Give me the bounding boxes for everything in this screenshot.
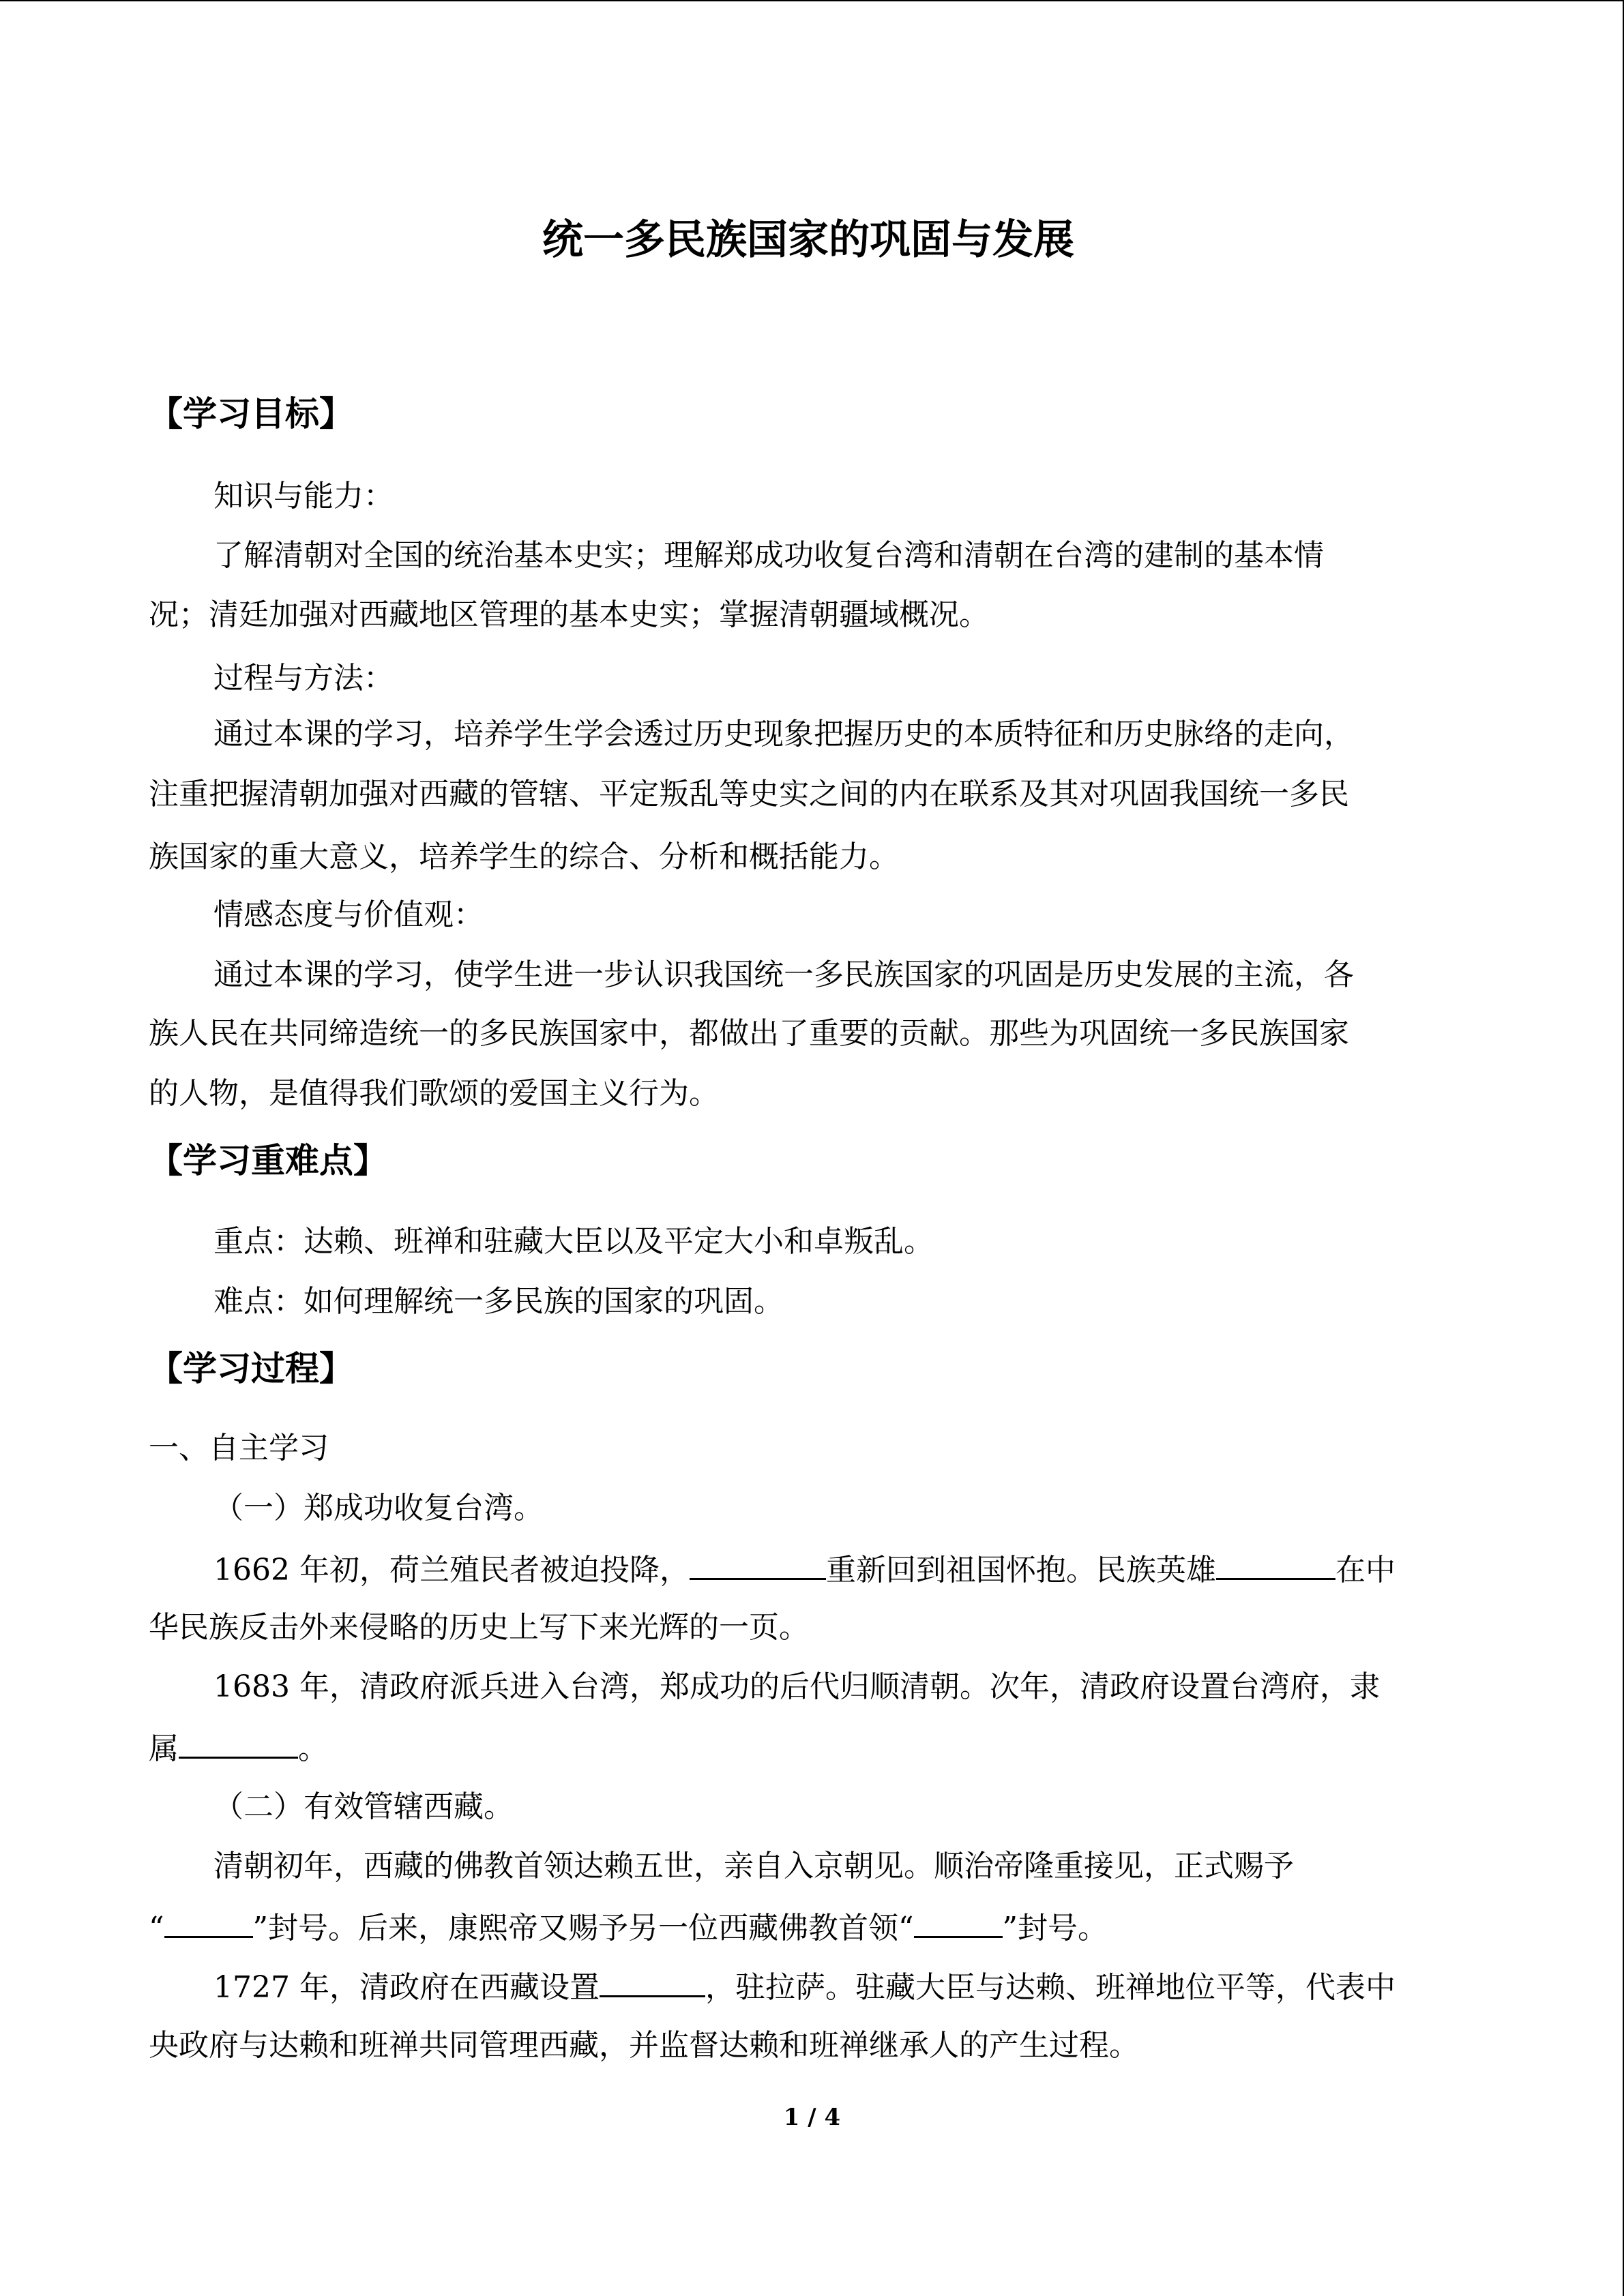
text-segment: 1727 年，清政府在西藏设置 [213, 1970, 600, 2005]
text-segment: 重新回到祖国怀抱。民族英雄 [825, 1553, 1216, 1587]
method-heading: 过程与方法： [213, 661, 394, 696]
part-heading: 一、自主学习 [149, 1431, 329, 1465]
section-heading-key-points: 【学习重难点】 [149, 1141, 387, 1180]
fill-blank [914, 1906, 1003, 1938]
fill-in-paragraph [213, 1548, 1396, 1591]
fill-in-paragraph [149, 1906, 1108, 1949]
fill-blank [164, 1906, 253, 1938]
fill-blank [1216, 1548, 1335, 1580]
knowledge-heading: 知识与能力： [213, 479, 394, 513]
paragraph-line: 了解清朝对全国的统治基本史实；理解郑成功收复台湾和清朝在台湾的建制的基本情 [213, 538, 1324, 573]
paragraph-line: 通过本课的学习，使学生进一步认识我国统一多民族国家的巩固是历史发展的主流，各 [213, 957, 1354, 992]
fill-in-paragraph [213, 1965, 1396, 2008]
paragraph-line: 华民族反击外来侵略的历史上写下来光辉的一页。 [149, 1610, 809, 1645]
text-segment: 。 [298, 1731, 328, 1766]
text-segment: ，驻拉萨。驻藏大臣与达赖、班禅地位平等，代表中 [705, 1970, 1396, 2005]
text-segment: 属 [149, 1731, 179, 1766]
paragraph-line: 的人物，是值得我们歌颂的爱国主义行为。 [149, 1076, 719, 1111]
paragraph-line: 清朝初年，西藏的佛教首领达赖五世，亲自入京朝见。顺治帝隆重接见，正式赐予 [213, 1849, 1294, 1883]
fill-in-paragraph [149, 1727, 328, 1770]
text-segment: 在中 [1335, 1553, 1396, 1587]
emotion-heading: 情感态度与价值观： [213, 897, 484, 932]
paragraph-line: 央政府与达赖和班禅共同管理西藏，并监督达赖和班禅继承人的产生过程。 [149, 2028, 1139, 2063]
text-segment: “ [149, 1911, 164, 1945]
section-heading-process: 【学习过程】 [149, 1349, 353, 1388]
fill-blank [690, 1548, 826, 1580]
key-point-focus: 重点：达赖、班禅和驻藏大臣以及平定大小和卓叛乱。 [213, 1224, 934, 1259]
sub-heading: （二）有效管辖西藏。 [213, 1789, 514, 1824]
paragraph-line: 况；清廷加强对西藏地区管理的基本史实；掌握清朝疆域概况。 [149, 597, 989, 632]
page-number: 1 / 4 [783, 2104, 841, 2131]
paragraph-line: 族人民在共同缔造统一的多民族国家中，都做出了重要的贡献。那些为巩固统一多民族国家 [149, 1016, 1349, 1051]
sub-heading: （一）郑成功收复台湾。 [213, 1491, 544, 1525]
section-heading-objectives: 【学习目标】 [149, 394, 353, 434]
fill-blank [600, 1965, 705, 1997]
paragraph-line: 注重把握清朝加强对西藏的管辖、平定叛乱等史实之间的内在联系及其对巩固我国统一多民 [149, 777, 1349, 811]
key-point-difficulty: 难点：如何理解统一多民族的国家的巩固。 [213, 1284, 784, 1319]
text-segment: 1662 年初，荷兰殖民者被迫投降， [213, 1553, 690, 1587]
text-segment: ”封号。 [1002, 1911, 1108, 1945]
fill-blank [179, 1727, 298, 1759]
paragraph-line: 族国家的重大意义，培养学生的综合、分析和概括能力。 [149, 839, 899, 874]
paragraph-line: 通过本课的学习，培养学生学会透过历史现象把握历史的本质特征和历史脉络的走向， [213, 717, 1354, 751]
paragraph-line: 1683 年，清政府派兵进入台湾，郑成功的后代归顺清朝。次年，清政府设置台湾府，隶 [213, 1669, 1380, 1704]
text-segment: ”封号。后来，康熙帝又赐予另一位西藏佛教首领“ [252, 1911, 914, 1945]
page-title: 统一多民族国家的巩固与发展 [542, 216, 1074, 264]
